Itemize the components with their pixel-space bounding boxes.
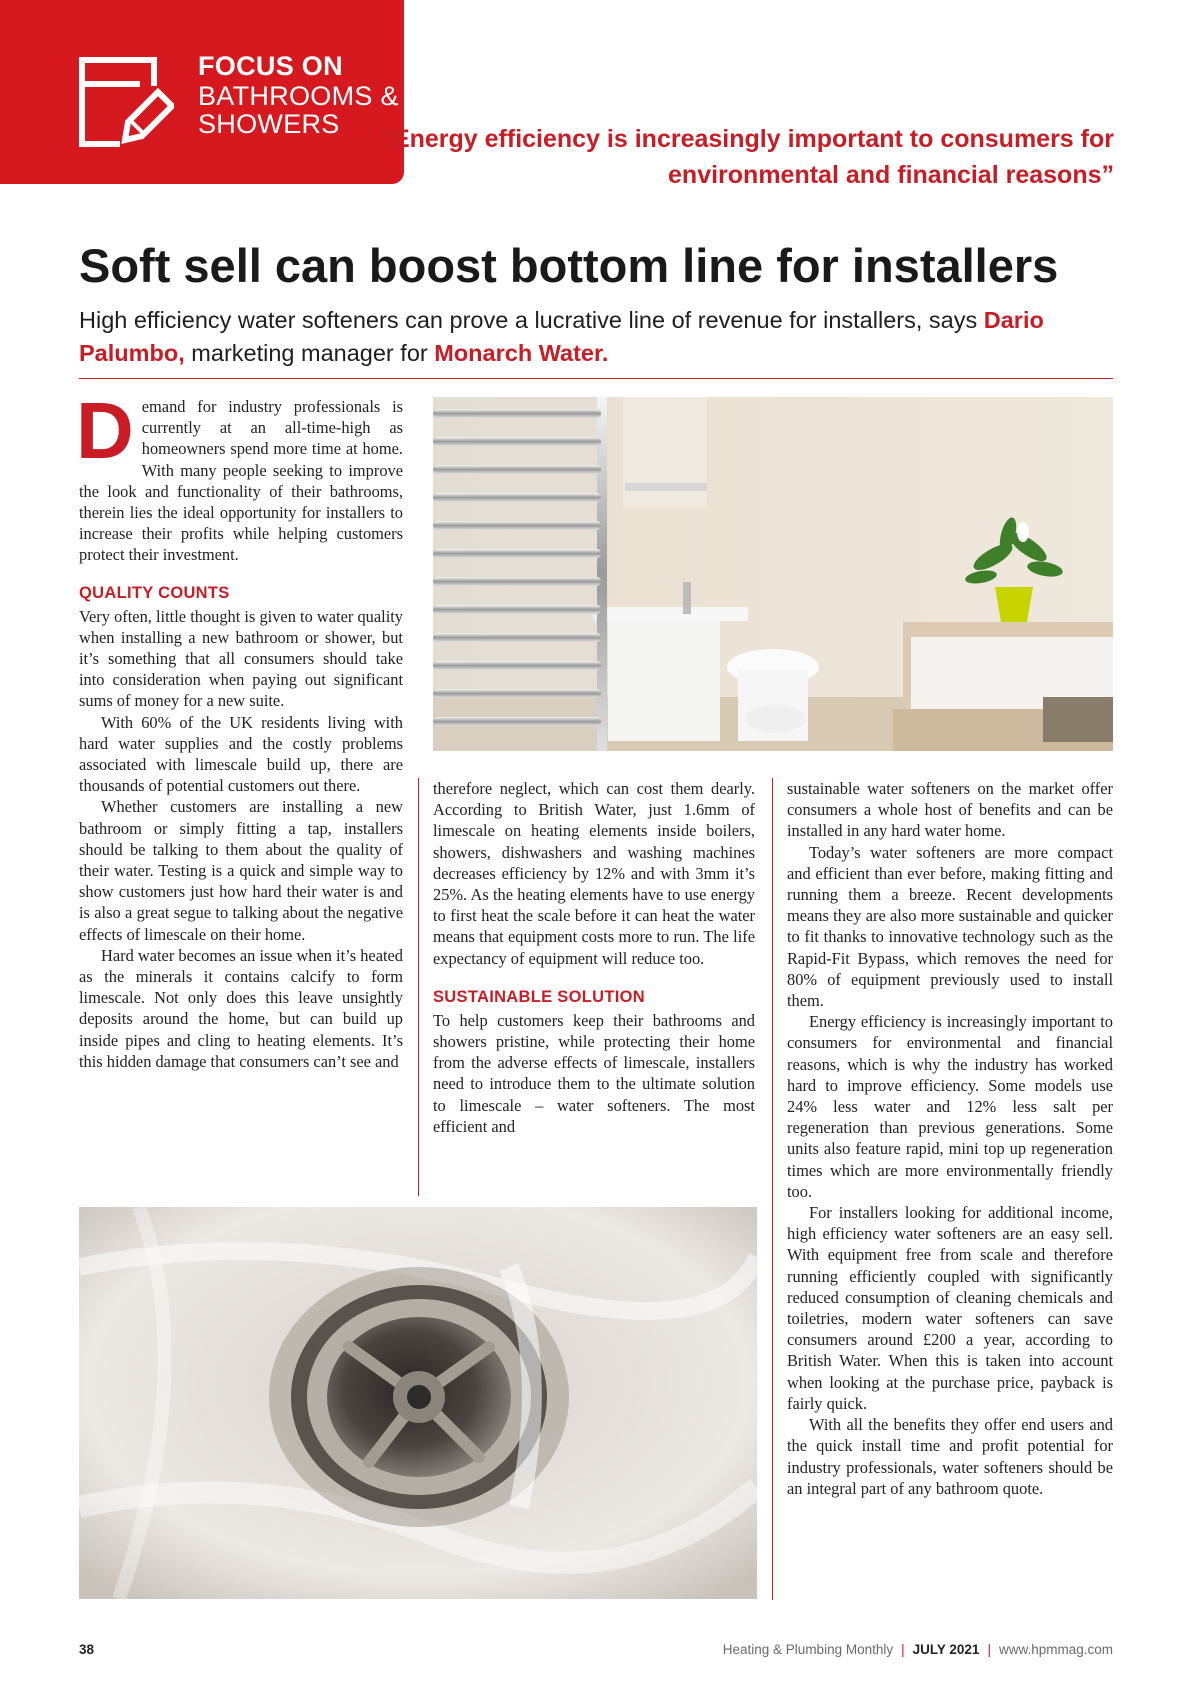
- footer-separator: |: [987, 1642, 991, 1657]
- paragraph: Hard water becomes an issue when it’s heated as the minerals it contains calcify to form limescale. Not only does this leave unsightly deposits around the home, but can build up inside pipes and cling to heating elements. It’s this hidden damage that consumers can’t see and: [79, 945, 403, 1071]
- column-separator: [772, 778, 773, 1600]
- paragraph: Energy efficiency is increasingly important to consumers for environmental and financial reasons, which is why the industry has worked hard to improve efficiency. Some models use 24% less water and 12% less salt per regeneration than previous generations. Some units also feature rapid, mini top up regeneration times which are more environmentally friendly too.: [787, 1012, 1113, 1201]
- paragraph: For installers looking for additional income, high efficiency water softeners are an easy sell. With equipment free from scale and therefore running efficiently coupled with significantly reduced consumption of cleaning chemicals and toiletries, modern water softeners can save consumers around £200 a year, according to British Water. When this is taken into account when looking at the purchase price, payback is fairly quick.: [787, 1203, 1113, 1413]
- paragraph: Whether customers are installing a new bathroom or simply fitting a tap, installers should be talking to them about the quality of their water. Testing is a quick and simple way to show customers just how hard their water is and is also a great segue to talking about the negative effects of limescale on their home.: [79, 797, 403, 944]
- drop-cap: D: [76, 386, 134, 475]
- section-label-line3: SHOWERS: [198, 109, 340, 139]
- issue-date: JULY 2021: [912, 1642, 980, 1657]
- form-pen-icon: [78, 54, 174, 155]
- subheading-sustainable-solution: SUSTAINABLE SOLUTION: [433, 987, 645, 1006]
- section-label-line1: FOCUS ON: [198, 51, 343, 81]
- paragraph: Very often, little thought is given to water quality when installing a new bathroom or shower, but it’s something that all consumers should take into consideration when paying out significant sums of money for a new suite.: [79, 606, 403, 711]
- pull-quote: “Energy efficiency is increasingly important to consumers for environmental and financial reasons”: [380, 125, 1114, 189]
- page-number: 38: [79, 1642, 95, 1657]
- footer-credits: [723, 1641, 1113, 1659]
- subheading-quality-counts: QUALITY COUNTS: [79, 583, 230, 602]
- article-column-2: [433, 778, 755, 1137]
- bathroom-photo: [433, 397, 1113, 751]
- author-name: Dario Palumbo,: [79, 307, 1044, 366]
- standfirst-text: High efficiency water softeners can prove a lucrative line of revenue for installers, says: [79, 307, 978, 333]
- paragraph: therefore neglect, which can cost them dearly. According to British Water, just 1.6mm of limescale on heating elements inside boilers, showers, dishwashers and washing machines decreases efficiency by 12% and with 3mm it’s 25%. As the heating elements have to use energy to first heat the scale before it can heat the water means that equipment costs more to run. The life expectancy of equipment will reduce too.: [433, 779, 755, 968]
- paragraph: sustainable water softeners on the market offer consumers a whole host of benefits and can be installed in any hard water home.: [787, 779, 1113, 841]
- article-column-1: [76, 386, 403, 1072]
- website-link[interactable]: www.hpmmag.com: [998, 1642, 1113, 1657]
- section-tab: [0, 0, 404, 184]
- article-column-3: [787, 778, 1113, 1499]
- headline-divider: [79, 378, 1113, 379]
- author-role: marketing manager for: [191, 340, 428, 366]
- company-name: Monarch Water.: [434, 340, 609, 366]
- paragraph: Today’s water softeners are more compact and efficient than ever before, making fitting and running them a breeze. Recent developments means they are also more sustainable and quicker to fit thanks to innovative technology such as the Rapid-Fit Bypass, which removes the need for 80% of equipment previously used to install them.: [787, 842, 1113, 1011]
- section-label-line2: BATHROOMS &: [198, 81, 399, 111]
- column-separator: [418, 778, 419, 1196]
- drain-photo: [79, 1207, 757, 1599]
- footer-separator: |: [901, 1642, 905, 1657]
- paragraph: With 60% of the UK residents living with hard water supplies and the costly problems associated with limescale build up, there are thousands of potential customers out there.: [79, 712, 403, 796]
- paragraph: To help customers keep their bathrooms and showers pristine, while protecting their home from the adverse effects of limescale, installers need to introduce them to the ultimate solution to limescale – water softeners. The most efficient and: [433, 1010, 755, 1136]
- paragraph: With all the benefits they offer end users and the quick install time and profit potential for industry professionals, water softeners should be an integral part of any bathroom quote.: [787, 1415, 1113, 1498]
- publication-name: Heating & Plumbing Monthly: [722, 1642, 894, 1657]
- paragraph: emand for industry professionals is currently at an all-time-high as homeowners spend more time at home. With many people seeking to improve the look and functionality of their bathrooms, therein lies the ideal opportunity for installers to increase their profits while helping customers protect their investment.: [79, 397, 403, 565]
- standfirst: [79, 304, 1139, 370]
- headline: Soft sell can boost bottom line for installers: [79, 239, 1059, 292]
